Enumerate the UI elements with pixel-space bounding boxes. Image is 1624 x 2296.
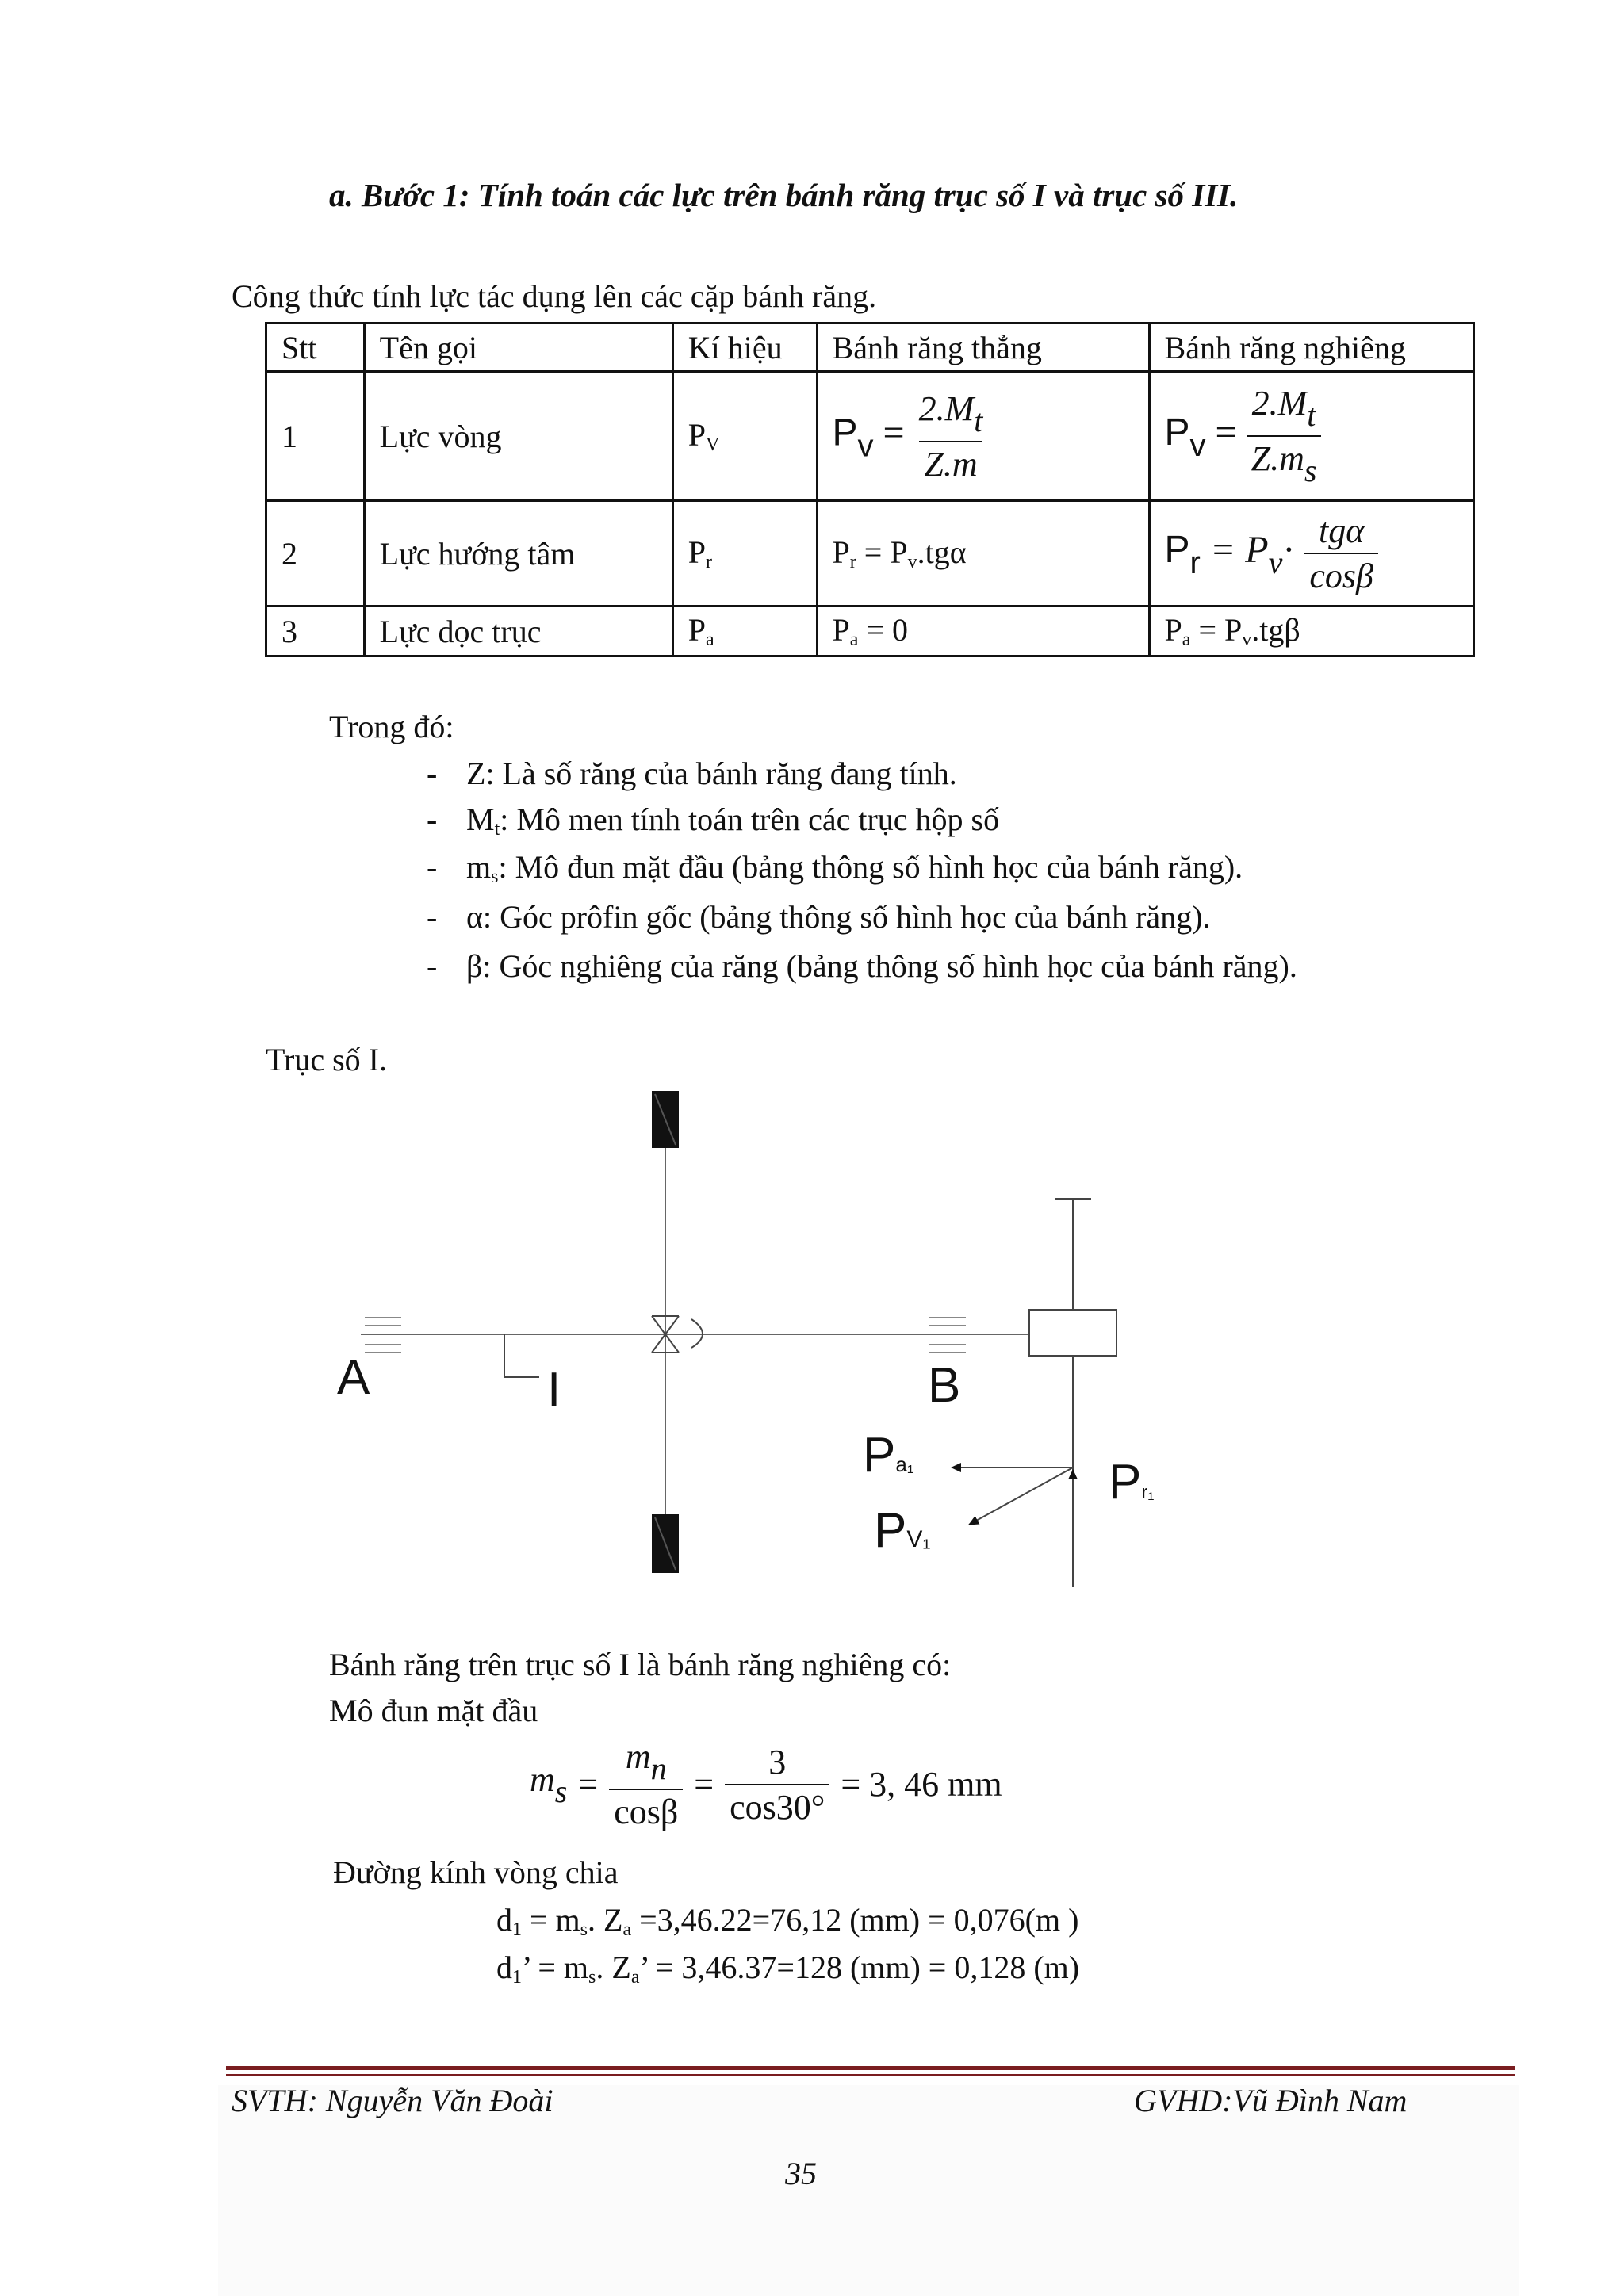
header-helical-gear: Bánh răng nghiêng <box>1149 323 1473 372</box>
where-item: - $m_s$: Mô đun mặt đầu (bảng thông số hình học của bánh răng). <box>427 849 1243 887</box>
helical-tangential-formula: $P_v$ = $\frac{2.Mt}{Z.ms}$ <box>1149 372 1473 501</box>
where-item: - Z: Là số răng của bánh răng đang tính. <box>427 756 957 791</box>
header-stt: Stt <box>266 323 365 372</box>
page-number: 35 <box>785 2156 817 2191</box>
force-label-pr: Pr₁ <box>1109 1455 1155 1510</box>
row-stt: 1 <box>266 372 365 501</box>
gear-description: Bánh răng trên trục số I là bánh răng nghiêng có: <box>329 1647 952 1682</box>
header-symbol: Kí hiệu <box>672 323 817 372</box>
shaft-label: Trục số I. <box>266 1042 387 1077</box>
diameter-d1-prime: $d_1$’ = $m_s$. $Z_a$’ = 3,46.37=128 (mm) = 0,128 (m) <box>496 1950 1080 1988</box>
straight-tangential-formula: $P_v$ = $\frac{2.Mt}{Z.m}$ <box>817 372 1149 501</box>
helical-axial-formula: $P_a = P_v.tg\beta$ <box>1149 607 1473 656</box>
row-stt: 2 <box>266 501 365 607</box>
module-formula: ms = $\frac{mn}{\cos\beta}$ = $\frac{3}{\cos 30^\circ}$ = 3, 46 mm <box>530 1737 1002 1831</box>
section-label-i: I <box>547 1363 561 1418</box>
force-label-pa: Pa₁ <box>863 1428 914 1483</box>
force-pv-arrow <box>969 1468 1073 1525</box>
where-item: - $M_t$: Mô men tính toán trên các trục hộp số <box>427 802 1000 840</box>
section-heading: a. Bước 1: Tính toán các lực trên bánh răng trục số I và trục số III. <box>329 177 1239 213</box>
straight-radial-formula: $P_r = P_v.tg\alpha$ <box>817 501 1149 607</box>
coupling-block <box>1029 1310 1116 1356</box>
straight-axial-formula: $P_a = 0$ <box>817 607 1149 656</box>
module-label: Mô đun mặt đầu <box>329 1693 538 1728</box>
footer-rule <box>226 2066 1515 2070</box>
row-stt: 3 <box>266 607 365 656</box>
diameter-label: Đường kính vòng chia <box>333 1854 619 1890</box>
where-item: - α: Góc prôfin gốc (bảng thông số hình học của bánh răng). <box>427 899 1211 935</box>
helical-radial-formula: $P_r = P_v\cdot$ $\frac{\text{tgα}}{\cos\beta}$ <box>1149 501 1473 607</box>
force-label-pv: PV₁ <box>874 1503 931 1558</box>
row-name: Lực vòng <box>364 372 672 501</box>
row-symbol: $P_a$ <box>672 607 817 656</box>
row-symbol: $P_V$ <box>672 372 817 501</box>
header-straight-gear: Bánh răng thẳng <box>817 323 1149 372</box>
footer-advisor: GVHD:Vũ Đình Nam <box>1134 2083 1408 2118</box>
row-name: Lực dọc trục <box>364 607 672 656</box>
table-intro: Công thức tính lực tác dụng lên các cặp bánh răng. <box>232 278 877 314</box>
diameter-d1: $d_1 = m_s$. $Z_a =3,46.22=76,12$ (mm) = 0,076(m ) <box>496 1902 1079 1940</box>
where-item: - β: Góc nghiêng của răng (bảng thông số hình học của bánh răng). <box>427 948 1297 984</box>
row-symbol: $P_r$ <box>672 501 817 607</box>
footer-student: SVTH: Nguyễn Văn Đoài <box>232 2083 553 2118</box>
header-name: Tên gọi <box>364 323 672 372</box>
support-label-b: B <box>928 1358 961 1413</box>
row-name: Lực hướng tâm <box>364 501 672 607</box>
support-label-a: A <box>337 1350 370 1405</box>
footer-rule-thin <box>226 2074 1515 2076</box>
where-title: Trong đó: <box>329 709 454 744</box>
